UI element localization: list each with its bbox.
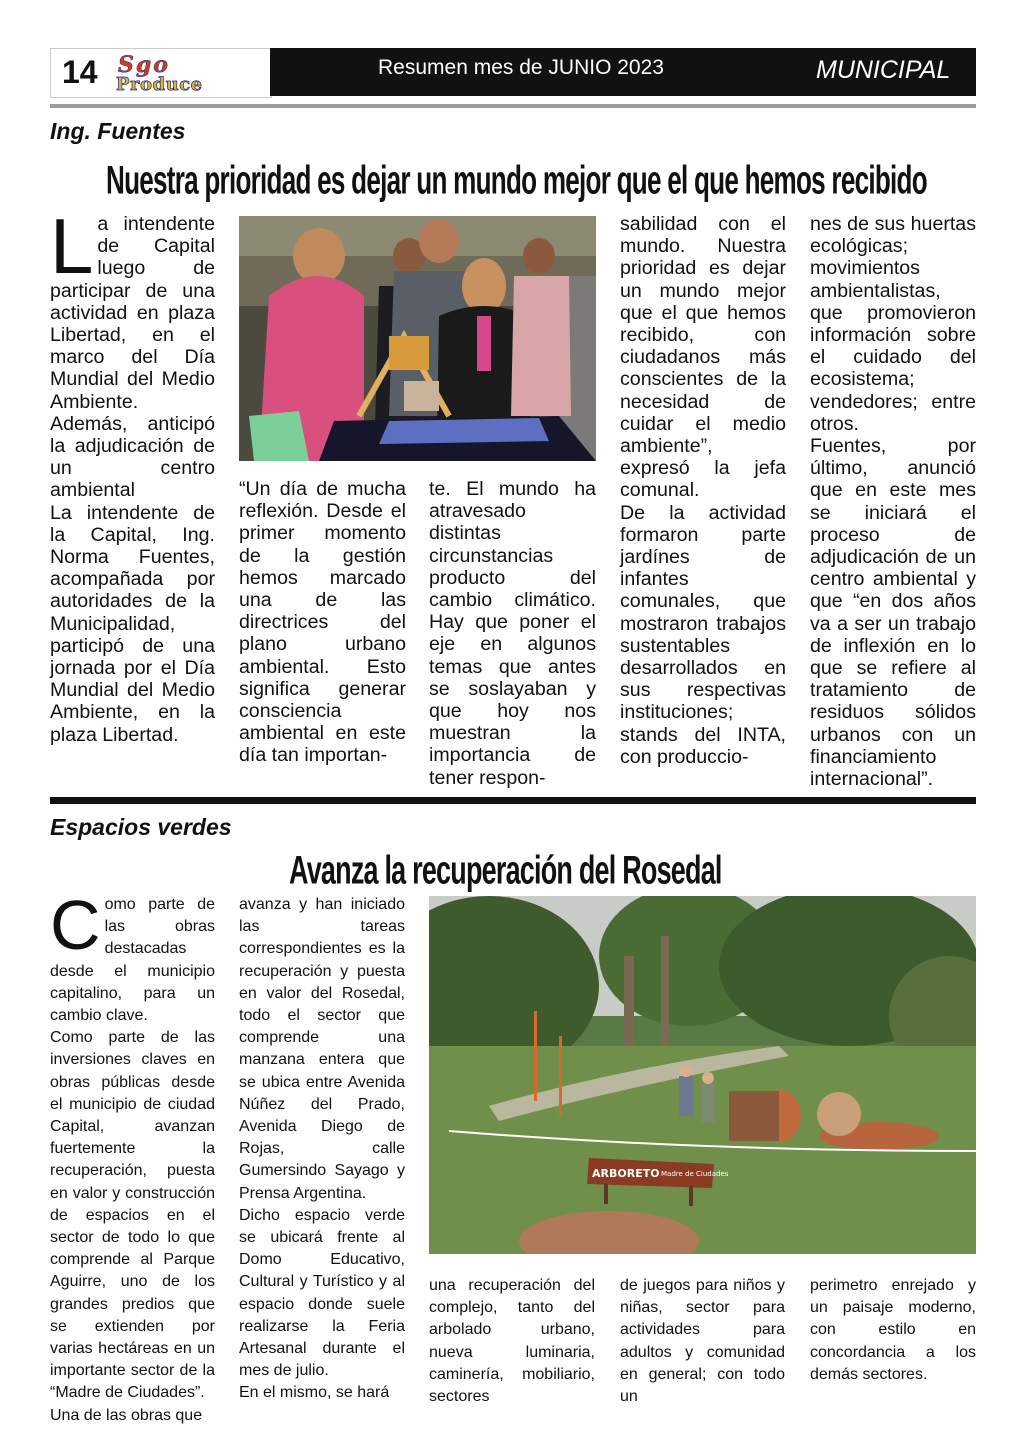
article1-column-2	[239, 478, 406, 767]
article1-column-5	[810, 213, 976, 790]
header-divider	[50, 104, 976, 108]
article2-column-3	[429, 1275, 595, 1408]
article2-col4-text: de juegos para niños y niñas, sector para actividades para adultos y comunidad en general; con todo un	[620, 1277, 785, 1406]
sign-text: ARBORETO	[592, 1167, 660, 1180]
issue-label: Resumen mes de JUNIO 2023	[378, 56, 664, 79]
article2-column-1	[50, 886, 215, 1427]
article2-col5-text: perimetro enrejado y un paisaje moderno, con estilo en concordancia a los demás sectores.	[810, 1277, 976, 1383]
article1-column-4	[620, 213, 786, 768]
article1-column-3	[429, 478, 596, 789]
logo-sgo: Sgo	[118, 52, 170, 78]
article1-col4-text-2: De la actividad formaron parte jardínes de infantes comunales, que mostraron trabajos sustentables desarrollados en sus respectivas instituciones; stands del INTA, con produccio-	[620, 501, 786, 768]
page-number: 14	[62, 54, 98, 90]
article2-col1-text-2: Como parte de las inversiones claves en obras públicas desde el municipio de ciudad Capital, avanzan fuertemente la recuperación, puesta en valor y construcción de espacios en el sector de todo lo que comprende al Parque Aguirre, uno de los grandes predios que se extienden por varias hectáreas en un importante sector de la “Madre de Ciudades”.	[50, 1029, 215, 1402]
event-photo-illustration	[239, 216, 596, 461]
article1-dropcap: L	[50, 202, 94, 290]
article1-col3-text: te. El mundo ha atravesado distintas circunstancias producto del cambio climático. Hay que poner el eje en algunos temas que antes se soslayaban y que hoy nos muestran la importancia de tener respon-	[429, 478, 596, 789]
article2-kicker: Espacios verdes	[50, 814, 232, 840]
sign-text-2: Madre de Ciudades	[661, 1170, 729, 1178]
article-divider	[50, 797, 976, 804]
article2-col2-text-2: Dicho espacio verde se ubicará frente al Domo Educativo, Cultural y Turístico y al espacio donde suele realizarse la Feria Artesanal durante el mes de julio.	[239, 1206, 405, 1380]
article1-kicker: Ing. Fuentes	[50, 118, 186, 144]
section-label: MUNICIPAL	[816, 56, 951, 84]
article1-photo	[239, 216, 596, 461]
article1-col4-text: sabilidad con el mundo. Nuestra prioridad es dejar un mundo mejor que el que hemos recibido, con ciudadanos más conscientes de la necesidad de cuidar el medio ambiente”, expresó la jefa comunal.	[620, 213, 786, 502]
article2-col3-text: una recuperación del complejo, tanto del arbolado urbano, nueva luminaria, caminería, mobiliario, sectores	[429, 1277, 595, 1406]
article2-col1-text-3: Una de las obras que	[50, 1406, 203, 1424]
park-photo-illustration	[429, 896, 976, 1254]
article2-col1-text: omo parte de las obras destacadas desde el municipio capitalino, para un cambio clave.	[50, 896, 215, 1025]
article2-column-2	[239, 894, 405, 1405]
article2-col2-text-3: En el mismo, se hará	[239, 1384, 390, 1402]
article2-column-5	[810, 1275, 976, 1386]
article2-col2-text: avanza y han iniciado las tareas correspondientes es la recuperación y puesta en valor del Rosedal, todo el sector que comprende una manzana entera que se ubica entre Avenida Núñez del Prado, Avenida Diego de Rojas, calle Gumersindo Sayago y Prensa Argentina.	[239, 896, 405, 1202]
article1-col1-text: a intendente de Capital luego de participar de una actividad en plaza Libertad, en el marco del Día Mundial del Medio Ambiente. Además, anticipó la adjudicación de un centro ambiental	[50, 213, 215, 502]
article2-headline: Avanza la recuperación del Rosedal	[289, 848, 722, 893]
article1-col1-text-2: La intendente de la Capital, Ing. Norma Fuentes, acompañada por autoridades de la Municipalidad, participó de una jornada por el Día Mundial del Medio Ambiente, en la plaza Libertad.	[50, 501, 215, 746]
article1-headline: Nuestra prioridad es dejar un mundo mejor que el que hemos recibido	[106, 158, 927, 203]
article2-photo	[429, 896, 976, 1254]
logo-produce: Produce	[116, 74, 203, 95]
article1-column-1	[50, 202, 215, 746]
article2-column-4	[620, 1275, 785, 1408]
article1-col5-text: nes de sus huertas ecológicas; movimientos ambientalistas, que promovieron información sobre el cuidado del ecosistema; vendedores; entre otros.	[810, 213, 976, 435]
article1-col5-text-2: Fuentes, por último, anunció que en este mes se iniciará el proceso de adjudicación de un centro ambiental y que “en dos años va a ser un trabajo de inflexión en lo que se refiere al tratamiento de residuos sólidos urbanos con un financiamiento internacional”.	[810, 435, 976, 791]
article2-dropcap: C	[50, 886, 101, 964]
article1-col2-text: “Un día de mucha reflexión. Desde el primer momento de la gestión hemos marcado una de las directrices del plano urbano ambiental. Esto significa generar consciencia ambiental en este día tan importan-	[239, 478, 406, 767]
